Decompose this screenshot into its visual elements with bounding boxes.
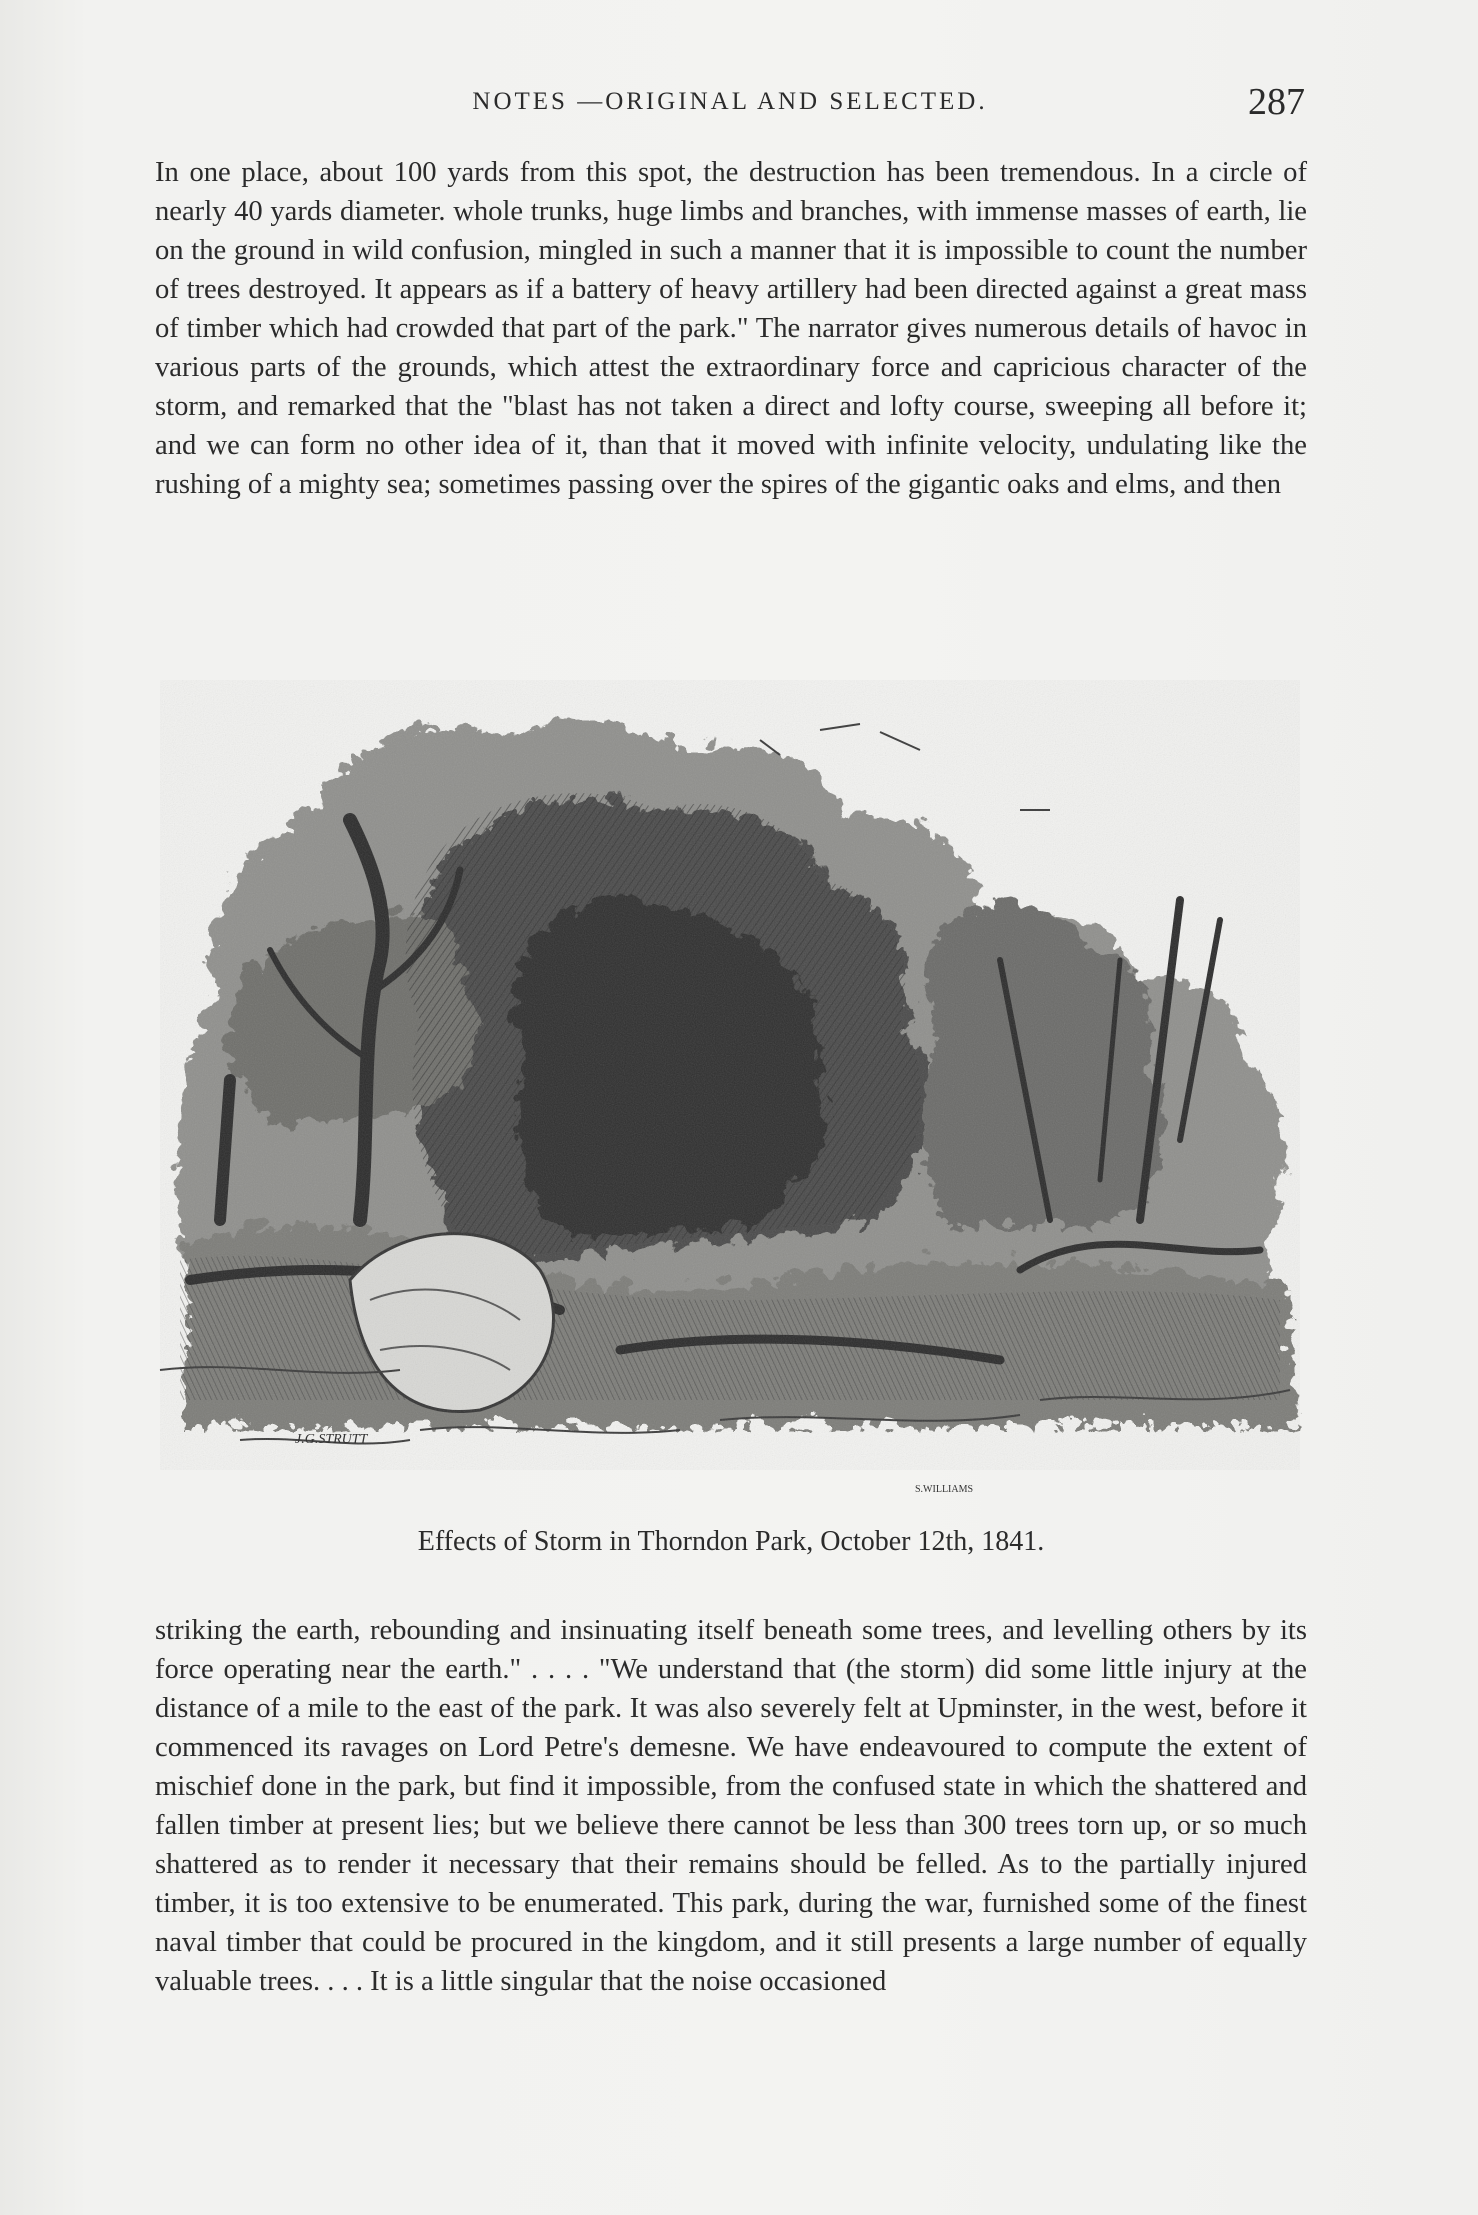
paragraph-top: In one place, about 100 yards from this spot, the destruction has been tremendous. In a circle of nearly 40 yards diameter. whole trunks, huge limbs and branches, with immense masses of earth, lie on the ground in wild confusion, mingled in such a manner that it is impossible to count the number of trees destroyed. It appears as if a battery of heavy artillery had been directed against a great mass of timber which had crowded that part of the park." The narrator gives numerous details of havoc in various parts of the grounds, which attest the extraordinary force and capricious character of the storm, and remarked that the "blast has not taken a direct and lofty course, sweeping all before it; and we can form no other idea of it, than that it moved with infinite velocity, undulating like the rushing of a mighty sea; sometimes passing over the spires of the gigantic oaks and elms, and then [155,157,1307,500]
body-text-top [155,153,1307,504]
page-number: 287 [1248,81,1305,123]
running-title: NOTES —ORIGINAL AND SELECTED. [472,88,988,115]
body-text-bottom [155,1611,1307,2001]
storm-illustration [120,660,1340,1515]
engraver-signature: S.WILLIAMS [915,1484,974,1495]
paragraph-bottom: striking the earth, rebounding and insinuating itself beneath some trees, and levelling others by its force operating near the earth." . . . . "We understand that (the storm) did some little injury at the distance of a mile to the east of the park. It was also severely felt at Upminster, in the west, before it commenced its ravages on Lord Petre's demesne. We have endeavoured to compute the extent of mischief done in the park, but find it impossible, from the confused state in which the shattered and fallen timber at present lies; but we believe there cannot be less than 300 trees torn up, or so much shattered as to render it necessary that their remains should be felled. As to the partially injured timber, it is too extensive to be enumerated. This park, during the war, furnished some of the finest naval timber that could be procured in the kingdom, and it still presents a large number of equally valuable trees. . . . It is a little singular that the noise occasioned [155,1615,1307,1997]
figure-caption: Effects of Storm in Thorndon Park, October 12th, 1841. [417,1526,1045,1557]
artist-signature: J.G.STRUTT [295,1432,368,1447]
engraving-image [120,660,1340,1515]
running-head [155,81,1305,124]
